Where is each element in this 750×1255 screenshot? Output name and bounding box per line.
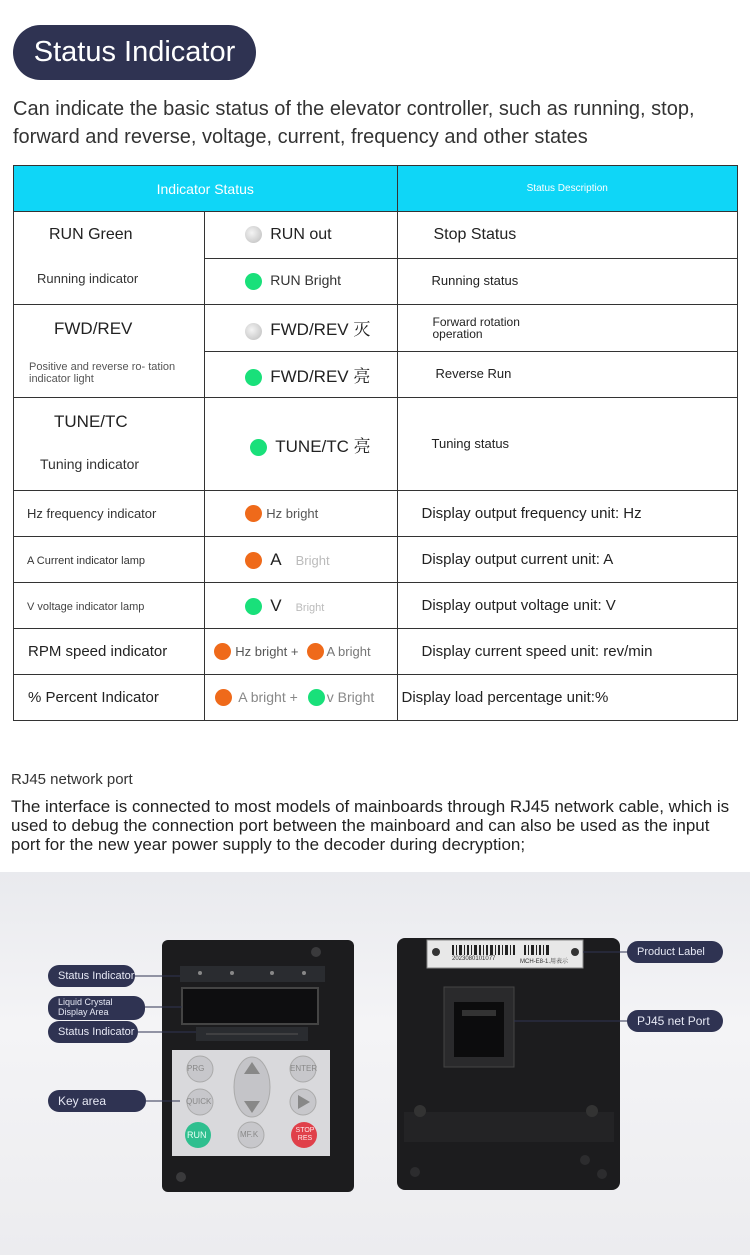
tune-name: TUNE/TC — [54, 412, 128, 431]
key-enter: ENTER — [290, 1064, 318, 1073]
rpm-state-b: A bright — [326, 643, 371, 659]
status-table — [13, 165, 738, 721]
fwd-name: FWD/REV — [54, 319, 133, 338]
key-quick: QUICK — [186, 1097, 212, 1106]
fwd-sub: Positive and reverse ro- tation indicator light — [29, 361, 176, 385]
rj45-text: The interface is connected to most models of mainboards through RJ45 network cable, which is used to debug the connection port between the mainboard and can also be used as the input port for the new year power supply to the decoder during decryption; — [11, 797, 730, 854]
table-row — [14, 675, 738, 721]
label-model: MCH-E8-1.用表示 — [520, 959, 569, 965]
table-header-row — [14, 166, 738, 212]
table-row — [14, 629, 738, 675]
rpm-state — [205, 629, 397, 675]
fwd-desc1 — [397, 305, 738, 352]
run-desc1 — [397, 212, 738, 259]
key-run: RUN — [187, 1130, 207, 1140]
rpm-desc-text: Display current speed unit: rev/min — [421, 642, 653, 660]
table-row — [14, 491, 738, 537]
tune-desc — [397, 398, 738, 491]
pct-desc-text: Display load percentage unit:% — [401, 688, 609, 706]
intro-text: Can indicate the basic status of the elevator controller, such as running, stop, forward and reverse, voltage, current, frequency and other states — [13, 98, 695, 148]
indicator-orange-icon — [307, 643, 324, 660]
rpm-name: RPM speed indicator — [28, 642, 168, 660]
indicator-off-icon — [245, 226, 262, 243]
hz-label-cell — [14, 491, 205, 537]
tune-label-cell — [14, 398, 205, 491]
v-name: V voltage indicator lamp — [27, 600, 145, 613]
callout-status-indicator-2: Status Indicator — [48, 1021, 138, 1043]
indicator-green-icon — [250, 439, 267, 456]
pct-state-b: v Bright — [326, 688, 375, 705]
key-prg: PRG — [187, 1064, 205, 1073]
v-state-text: V — [270, 595, 282, 615]
rpm-label-cell — [14, 629, 205, 675]
tune-state-text: TUNE/TC 亮 — [275, 436, 371, 456]
table-row — [14, 537, 738, 583]
callout-lcd-area: Liquid Crystal Display Area — [48, 996, 145, 1020]
pct-state — [205, 675, 397, 721]
rpm-state-a: Hz bright + — [235, 643, 299, 659]
a-state-text: A — [270, 549, 282, 569]
fwd-state2 — [205, 351, 397, 398]
pct-name: % Percent Indicator — [28, 688, 159, 706]
fwd-label-cell — [14, 305, 205, 398]
indicator-green-icon — [308, 689, 325, 706]
key-mfk: MF.K — [240, 1130, 259, 1139]
fwd-state1 — [205, 305, 397, 352]
run-desc2 — [397, 258, 738, 305]
key-stop-res: STOP RES — [295, 1127, 315, 1142]
indicator-green-icon — [245, 273, 262, 290]
v-state — [205, 583, 397, 629]
a-desc — [397, 537, 738, 583]
run-desc2-text: Running status — [431, 273, 519, 289]
v-desc — [397, 583, 738, 629]
rpm-desc — [397, 629, 738, 675]
tune-sub: Tuning indicator — [40, 456, 140, 472]
tune-desc-text: Tuning status — [431, 436, 510, 451]
v-desc-text: Display output voltage unit: V — [421, 596, 616, 614]
a-label-cell — [14, 537, 205, 583]
run-state2-text: RUN Bright — [270, 272, 342, 289]
pct-label-cell — [14, 675, 205, 721]
col-status-description: Status Description — [397, 166, 738, 212]
run-state1 — [205, 212, 397, 259]
callout-key-area: Key area — [48, 1090, 146, 1112]
run-desc1-text: Stop Status — [433, 225, 517, 243]
indicator-orange-icon — [245, 505, 262, 522]
indicator-green-icon — [245, 369, 262, 386]
a-desc-text: Display output current unit: A — [421, 550, 614, 568]
a-state-extra: Bright — [295, 552, 330, 568]
indicator-orange-icon — [215, 689, 232, 706]
callout-product-label: Product Label — [627, 941, 723, 963]
indicator-green-icon — [245, 598, 262, 615]
run-state2 — [205, 258, 397, 305]
rj45-title: RJ45 network port — [11, 771, 133, 788]
fwd-desc2-text: Reverse Run — [435, 366, 512, 382]
hz-desc — [397, 491, 738, 537]
fwd-state1-text: FWD/REV 灭 — [270, 320, 371, 340]
table-row — [14, 583, 738, 629]
run-state1-text: RUN out — [270, 225, 332, 243]
hz-state-text: Hz bright — [266, 505, 319, 521]
fwd-desc1-text: Forward rotation operation — [432, 314, 520, 341]
callout-status-indicator-1: Status Indicator — [48, 965, 135, 987]
section-title-pill: Status Indicator — [13, 25, 256, 80]
a-state — [205, 537, 397, 583]
hz-desc-text: Display output frequency unit: Hz — [421, 504, 642, 522]
a-name: A Current indicator lamp — [27, 554, 145, 567]
product-photo — [0, 872, 750, 1255]
col-indicator-status: Indicator Status — [14, 166, 398, 212]
run-name: RUN Green — [49, 226, 133, 243]
table-row — [14, 398, 738, 491]
hz-name: Hz frequency indicator — [27, 505, 157, 521]
fwd-desc2 — [397, 351, 738, 398]
tune-state — [205, 398, 397, 491]
pct-state-a: A bright + — [238, 688, 298, 705]
table-row — [14, 212, 738, 259]
table-row — [14, 305, 738, 352]
indicator-off-icon — [245, 323, 262, 340]
barcode-number: 2023080101077 — [452, 956, 496, 962]
callout-net-port: PJ45 net Port — [627, 1010, 723, 1032]
fwd-state2-text: FWD/REV 亮 — [270, 366, 371, 386]
v-label-cell — [14, 583, 205, 629]
indicator-orange-icon — [214, 643, 231, 660]
pct-desc — [397, 675, 738, 721]
run-sub: Running indicator — [37, 271, 139, 286]
hz-state — [205, 491, 397, 537]
v-state-extra: Bright — [295, 601, 325, 614]
product-illustration — [0, 872, 750, 1255]
run-label-cell — [14, 212, 205, 305]
indicator-orange-icon — [245, 552, 262, 569]
